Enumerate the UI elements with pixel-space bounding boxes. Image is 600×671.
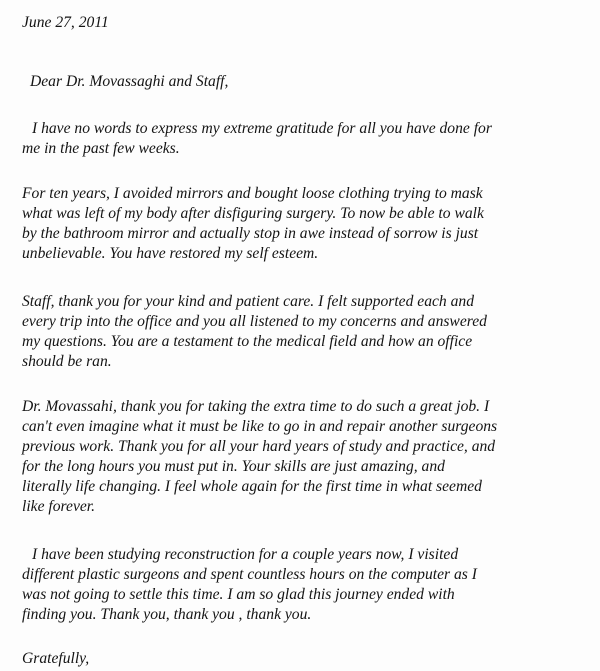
text-line: every trip into the office and you all listened to my concerns and answered xyxy=(22,313,487,330)
letter-closing: Gratefully, xyxy=(22,650,90,667)
text-line: Dr. Movassahi, thank you for taking the extra time to do such a great job. I xyxy=(22,398,490,415)
text-line: me in the past few weeks. xyxy=(22,140,180,157)
text-line: should be ran. xyxy=(22,353,112,370)
text-line: unbelievable. You have restored my self esteem. xyxy=(22,245,319,262)
text-line: was not going to settle this time. I am so glad this journey ended with xyxy=(22,586,455,603)
paragraph-journey xyxy=(22,545,592,625)
text-line: I have been studying reconstruction for a couple years now, I visited xyxy=(32,546,459,563)
text-line: finding you. Thank you, thank you , thank you. xyxy=(22,606,312,623)
text-line: by the bathroom mirror and actually stop in awe instead of sorrow is just xyxy=(22,225,479,242)
paragraph-history xyxy=(22,184,592,264)
text-line: literally life changing. I feel whole again for the first time in what seemed xyxy=(22,478,482,495)
text-line: previous work. Thank you for all your hard years of study and practice, and xyxy=(22,438,496,455)
text-line: different plastic surgeons and spent countless hours on the computer as I xyxy=(22,566,477,583)
text-line: for the long hours you must put in. Your skills are just amazing, and xyxy=(22,458,445,475)
text-line: I have no words to express my extreme gratitude for all you have done for xyxy=(32,120,492,137)
text-line: Staff, thank you for your kind and patient care. I felt supported each and xyxy=(22,293,474,310)
text-line: can't even imagine what it must be like to go in and repair another surgeons xyxy=(22,418,498,435)
letter-date: June 27, 2011 xyxy=(22,14,109,31)
text-line: For ten years, I avoided mirrors and bought loose clothing trying to mask xyxy=(22,185,483,202)
paragraph-gratitude xyxy=(22,119,592,159)
text-line: like forever. xyxy=(22,498,96,515)
text-line: my questions. You are a testament to the medical field and how an office xyxy=(22,333,473,350)
paragraph-staff xyxy=(22,292,592,372)
text-line: what was left of my body after disfiguring surgery. To now be able to walk xyxy=(22,205,484,222)
paragraph-doctor xyxy=(22,397,592,517)
letter-salutation: Dear Dr. Movassaghi and Staff, xyxy=(30,73,229,90)
